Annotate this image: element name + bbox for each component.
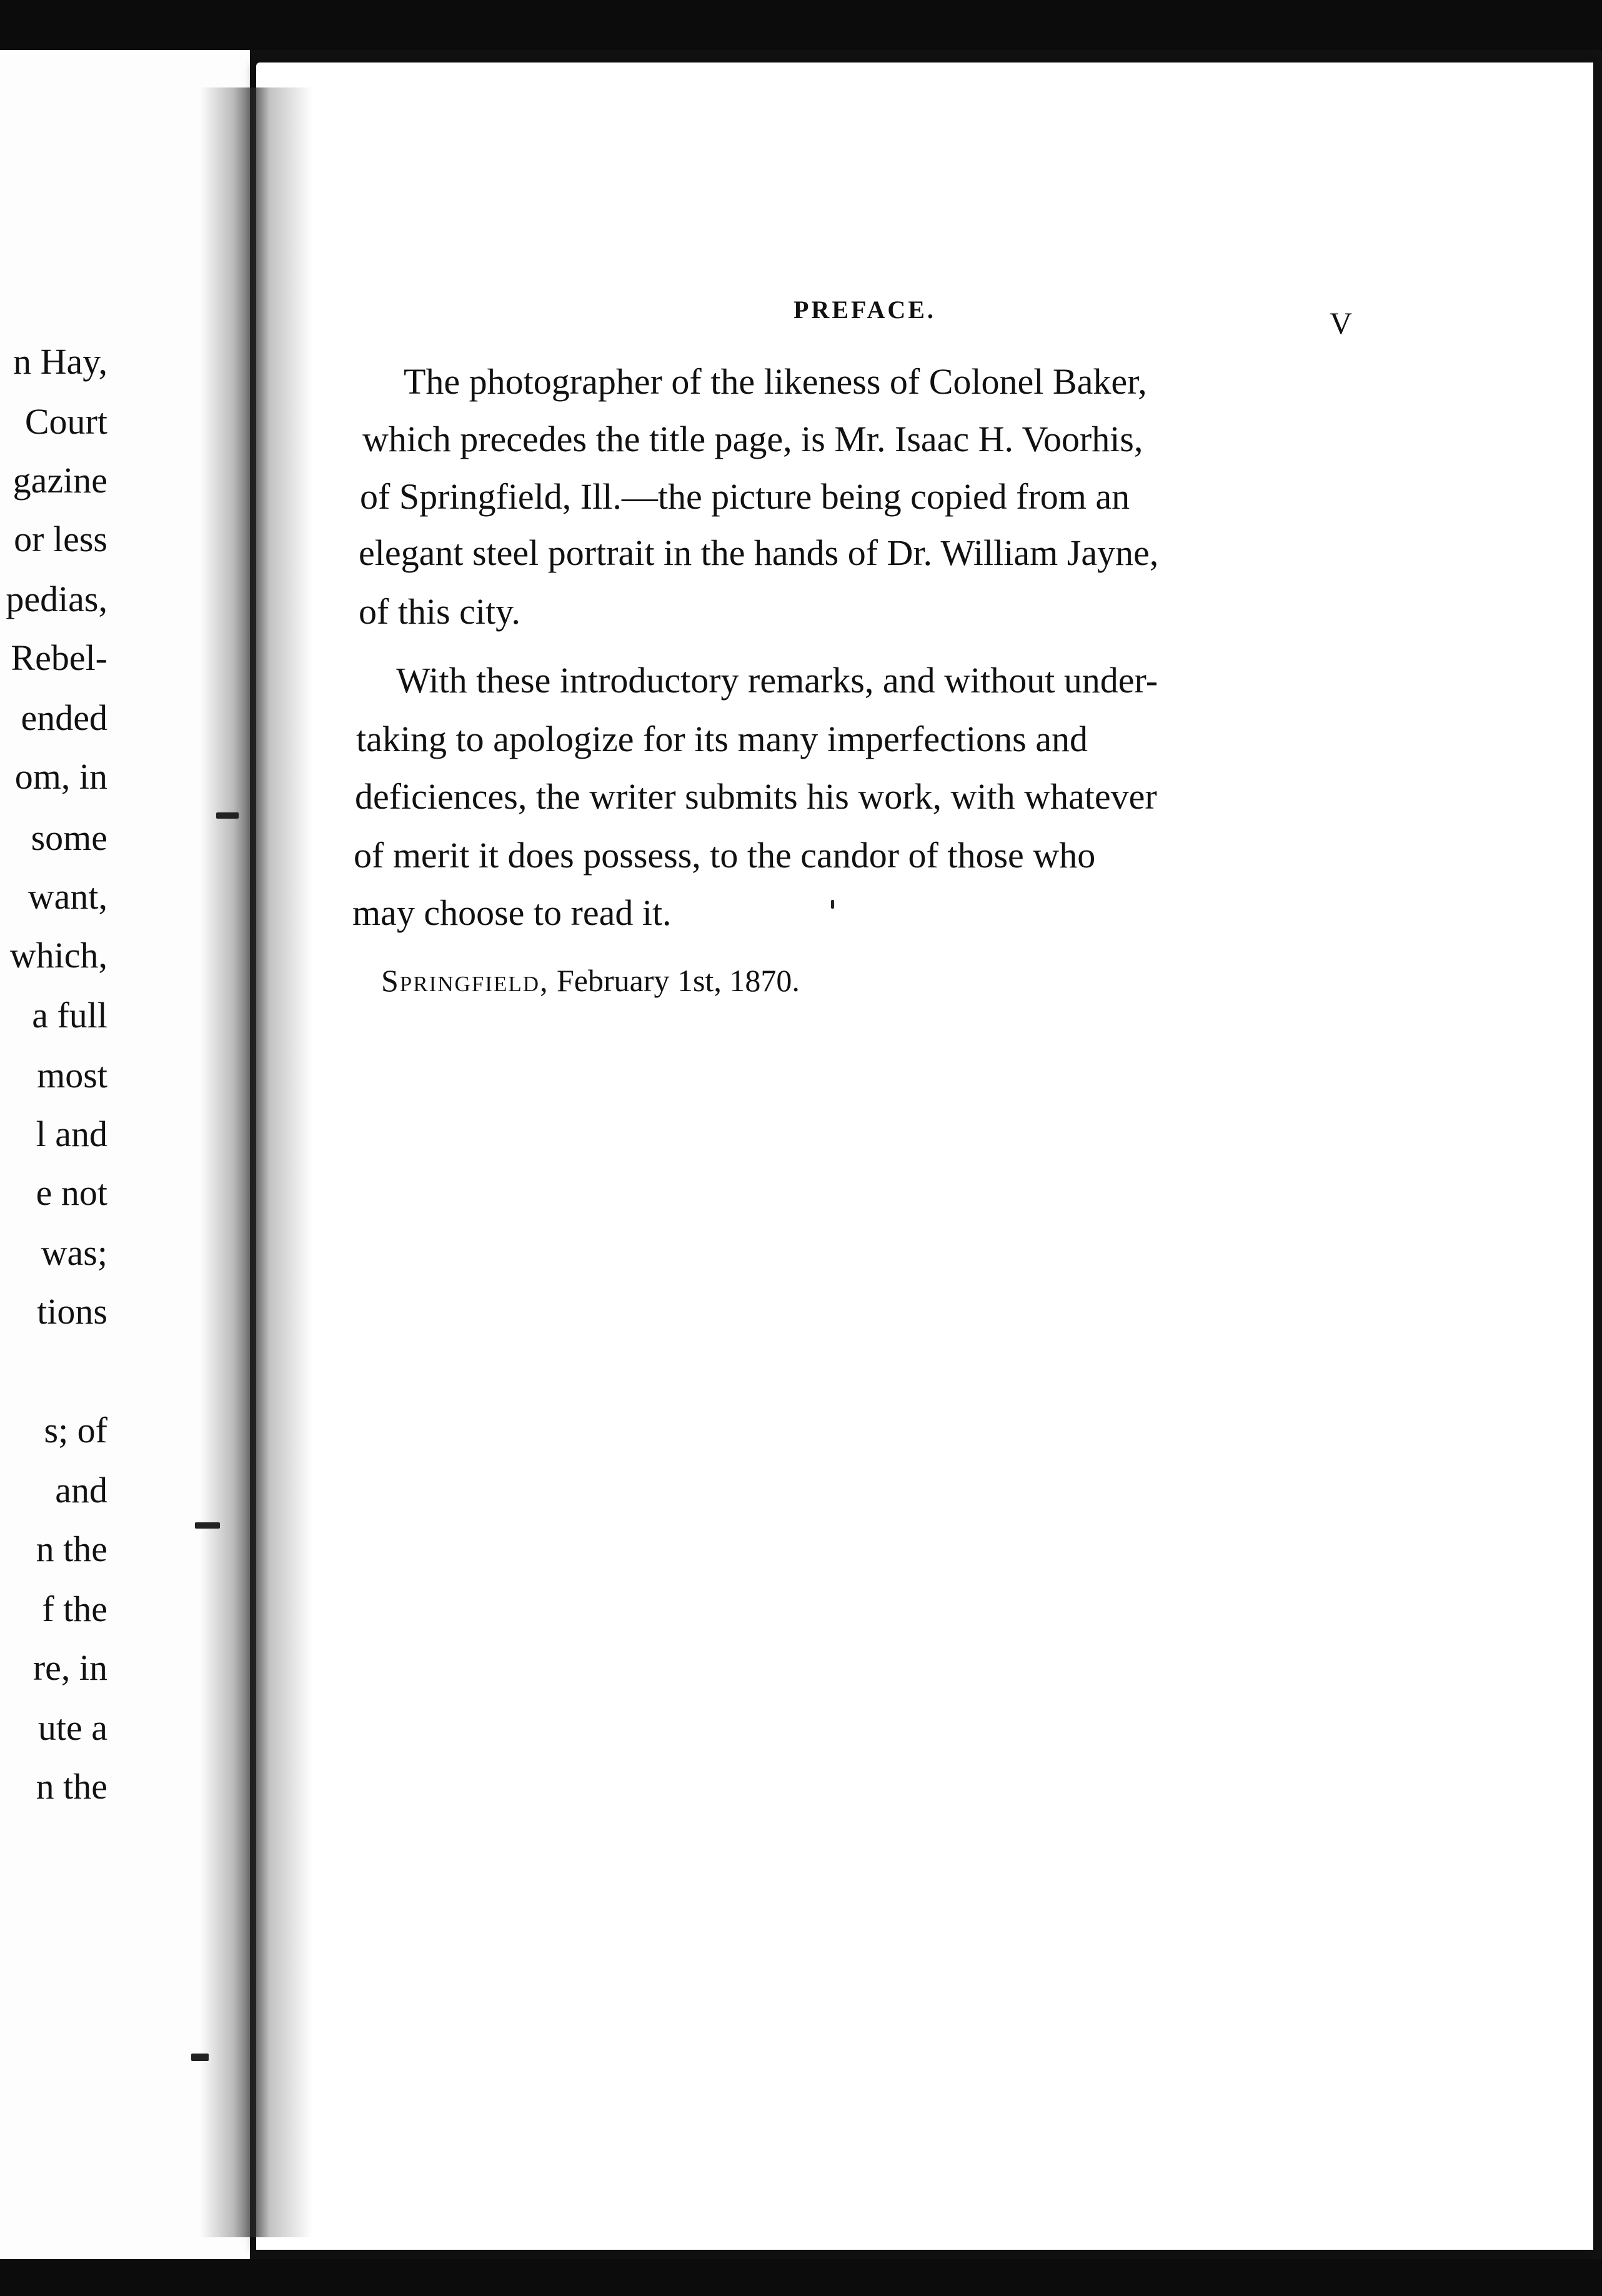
left-page-line: Rebel- [11, 637, 107, 678]
left-page-line: a full [32, 995, 107, 1036]
text-line: of merit it does possess, to the candor of those who [354, 835, 1096, 876]
text-line: With these introductory remarks, and without under- [396, 660, 1158, 701]
left-page-line: tions [37, 1291, 107, 1332]
text-line: deficiences, the writer submits his work, with whatever [355, 776, 1157, 817]
scanner-top-edge [0, 0, 1602, 50]
left-page-line: was; [41, 1232, 107, 1273]
left-page-line: pedias, [6, 579, 107, 619]
text-line: taking to apologize for its many imperfections and [356, 719, 1088, 759]
running-head: PREFACE. [794, 296, 936, 324]
left-page-line: om, in [14, 756, 107, 797]
scan-artifact [831, 900, 834, 909]
text-line: may choose to read it. [352, 892, 672, 933]
left-page-line: n the [36, 1766, 107, 1807]
scanner-bottom-edge [0, 2259, 1602, 2296]
left-page-line: some [31, 817, 107, 858]
signature-line [381, 962, 800, 999]
scan-artifact [216, 812, 239, 819]
left-page-line: re, in [32, 1647, 107, 1688]
left-page-line: want, [27, 876, 107, 917]
left-page-line: or less [14, 519, 107, 559]
left-page-line: and [55, 1470, 107, 1510]
left-page-line: ended [21, 697, 107, 738]
left-page-line: n Hay, [13, 341, 107, 382]
left-page-line: l and [36, 1114, 107, 1154]
left-page-line: gazine [12, 460, 107, 501]
left-page-line: ute a [37, 1707, 107, 1748]
text-line: of Springfield, Ill.—the picture being copied from an [360, 476, 1130, 517]
left-page-line: n the [36, 1529, 107, 1569]
left-page-line: s; of [44, 1410, 107, 1450]
signature-place: Springfield, [381, 963, 549, 998]
text-line: elegant steel portrait in the hands of Dr. William Jayne, [359, 532, 1159, 573]
left-page-line: e not [36, 1172, 107, 1213]
text-line: The photographer of the likeness of Colonel Baker, [404, 361, 1147, 402]
text-line: which precedes the title page, is Mr. Isaac H. Voorhis, [362, 419, 1143, 459]
scan-artifact [191, 2054, 209, 2061]
page-number: V [1330, 306, 1353, 341]
left-page-line: most [37, 1055, 107, 1096]
right-page [256, 62, 1593, 2250]
scan-artifact [195, 1522, 220, 1529]
left-page-line: which, [9, 935, 107, 976]
left-page-line: Court [24, 401, 107, 442]
signature-date: February 1st, 1870. [556, 963, 800, 998]
text-line: of this city. [359, 591, 520, 632]
gutter-shadow [200, 87, 312, 2237]
left-page-line: f the [42, 1589, 107, 1629]
